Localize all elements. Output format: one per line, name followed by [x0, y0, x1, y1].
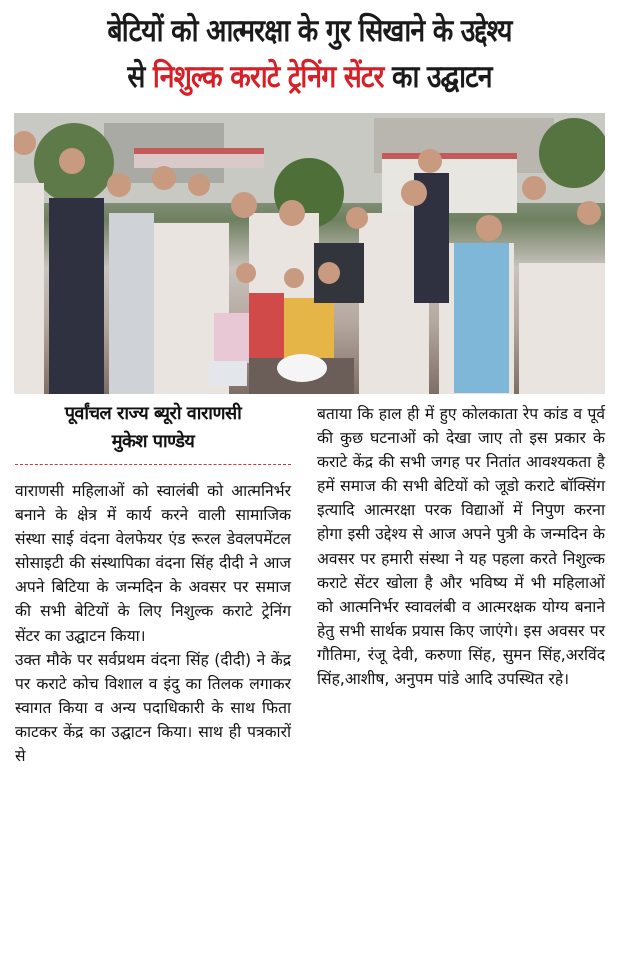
byline: [15, 400, 291, 456]
headline: [0, 8, 619, 100]
article-paragraph: वाराणसी महिलाओं को स्वालंबी को आत्मनिर्भर बनाने के क्षेत्र में कार्य करने वाली सामाजिक संस्था साई वंदना वेलफेयर एंड रूरल डेवलपमेंटल सोसाइटी की संस्थापिका वंदना सिंह दीदी ने आज अपने बिटिया के जन्मदिन के अवसर पर समाज की सभी बेटियों के लिए निशुल्क कराटे ट्रेनिंग सेंटर का उद्घाटन किया।: [15, 482, 291, 645]
byline-bureau: पूर्वांचल राज्य ब्यूरो वाराणसी: [64, 403, 242, 424]
article-paragraph: बताया कि हाल ही में हुए कोलकाता रेप कांड व पूर्व की कुछ घटनाओं को देखा जाए तो इस प्रकार के कराटे केंद्र की सभी जगह पर नितांत आवश्यकता है हमें समाज की सभी बेटियों को जूडो कराटे बॉक्सिंग इत्यादि आत्मरक्षा परक विद्याओं में निपुण करना होगा इसी उद्देश्य से आज अपने पुत्री के जन्मदिन के अवसर पर हमारी संस्था ने यह पहला करते निशुल्क कराटे सेंटर खोला है और भविष्य में भी महिलाओं को आत्मनिर्भर स्वावलंबी व आत्मरक्षक योग्य बनाने हेतु सभी सार्थक प्रयास किए जाएंगे। इस अवसर पर गौतिमा, रंजू देवी, करुणा सिंह, सुमन सिंह,अरविंद सिंह,आशीष, अनुपम पांडे आदि उपस्थित रहे।: [317, 405, 605, 689]
event-photo: [14, 113, 605, 394]
byline-divider: [15, 464, 291, 465]
byline-author: मुकेश पाण्डेय: [111, 431, 195, 452]
headline-line-1: बेटियों को आत्मरक्षा के गुर सिखाने के उद्देश्य: [107, 13, 512, 49]
headline-line-2-suffix: का उद्घाटन: [383, 59, 492, 95]
article-left-column: [15, 400, 291, 768]
headline-line-2-prefix: से: [127, 59, 153, 95]
headline-highlight: निशुल्क कराटे ट्रेनिंग सेंटर: [152, 59, 384, 95]
article-paragraph: उक्त मौके पर सर्वप्रथम वंदना सिंह (दीदी) ने केंद्र पर कराटे कोच विशाल व इंदु का तिलक लगाकर स्वागत किया व अन्य पदाधिकारी के साथ फिता काटकर केंद्र का उद्घाटन किया। साथ ही पत्रकारों से: [15, 650, 291, 766]
photo-illustration: [14, 113, 605, 394]
headline-line-2: [43, 54, 575, 100]
article-right-column: [317, 402, 605, 691]
